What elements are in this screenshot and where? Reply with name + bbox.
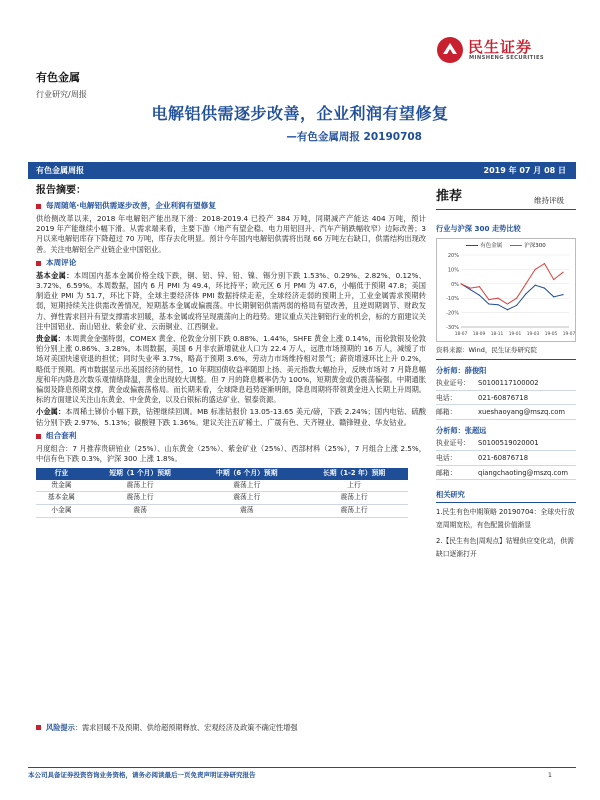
cert-label: 执业证号： — [436, 439, 470, 448]
report-date: 2019 年 07 月 08 日 — [483, 166, 566, 175]
analyst-heading — [436, 426, 576, 436]
cert-label: 执业证号： — [436, 379, 470, 388]
analyst-label: 分析师： — [436, 365, 465, 375]
table-cell: 小金属 — [36, 505, 87, 518]
page-title: 电解铝供需逐步改善，企业利润有望修复 — [151, 104, 449, 123]
data-point — [507, 303, 508, 304]
cert-value: S0100519020001 — [478, 439, 539, 448]
portfolio-heading — [36, 431, 426, 442]
base-metals-paragraph — [36, 271, 426, 332]
data-point — [553, 296, 554, 297]
tel-label: 电话： — [436, 393, 457, 402]
minor-metals-label: 小金属： — [36, 407, 66, 417]
page-number: 1 — [547, 771, 552, 779]
data-point — [488, 303, 489, 304]
tel-value: 021-60876718 — [478, 453, 529, 462]
data-point — [516, 297, 517, 298]
table-cell: 上行 — [300, 480, 408, 492]
chart-legend — [437, 243, 575, 251]
bullet-square-icon — [36, 204, 41, 209]
data-point — [562, 294, 563, 295]
data-point — [544, 287, 545, 288]
data-point — [479, 294, 480, 295]
data-point — [470, 287, 471, 288]
x-tick-label: 19-05 — [544, 331, 558, 337]
precious-metals-label: 贵金属： — [36, 333, 65, 343]
risk-text: 需求回暖不及预期、供给超预期释放、宏观经济及政策不确定性增强 — [81, 723, 298, 732]
related-research-item[interactable]: 2.【民生有色|周观点】钴锂供应变化动，供需缺口逐渐打开 — [436, 537, 574, 559]
summary-heading: 报告摘要： — [36, 185, 86, 196]
logo-cn-text: 民生证券 — [468, 38, 533, 56]
related-research-item[interactable]: 1.民生有色中期策略 20190704：全球央行放宽周期宽松，有色配置价值渐显 — [436, 508, 575, 530]
header-banner — [28, 162, 576, 179]
weekly-comment-title: 本周评论 — [46, 257, 77, 267]
table-header: 中期（6 个月）预期 — [193, 468, 300, 480]
table-cell: 震荡上行 — [193, 492, 300, 505]
related-research-heading: 相关研究 — [436, 490, 576, 503]
bullet-square-icon — [36, 725, 41, 730]
x-tick-label: 19-03 — [526, 331, 540, 337]
analyst-mail-row — [436, 469, 576, 481]
table-cell: 震荡上行 — [300, 505, 408, 518]
data-point — [535, 268, 536, 269]
data-point — [507, 309, 508, 310]
x-tick-label: 19-01 — [508, 331, 522, 337]
mail-label: 邮箱： — [436, 408, 457, 417]
legend-label: 沪深300 — [524, 242, 546, 249]
y-tick-label: 0% — [451, 281, 459, 288]
x-tick-label: 18-11 — [490, 331, 504, 337]
data-point — [544, 263, 545, 264]
data-point — [488, 299, 489, 300]
portfolio-text: 月度组合：7 月推荐贵研铂业（25%）、山东黄金（25%）、紫金矿业（25%）、西部材料（25%），7 月组合上涨 2.5%，中信有色下跌 0.3%，沪深 300 上涨 1.8%。 — [36, 443, 426, 463]
weekly-essay-title: 每周随笔·电解铝供需逐步改善，企业利润有望修复 — [46, 201, 216, 211]
table-cell: 震荡上行 — [300, 492, 408, 505]
base-metals-label: 基本金属： — [36, 270, 74, 280]
y-tick-label: 20% — [447, 252, 459, 259]
mail-link[interactable]: qiangchaoting@mszq.com — [478, 468, 569, 477]
table-cell: 震荡上行 — [87, 480, 194, 492]
analyst-cert-row — [436, 439, 576, 451]
tel-value: 021-60876718 — [478, 393, 529, 402]
analyst-tel-row — [436, 394, 576, 406]
mail-label: 邮箱： — [436, 468, 457, 477]
logo — [436, 36, 576, 64]
minor-metals-text: 本周稀土锑价小幅下跌，钴锂继续回调。MB 标准钴报价 13.05-13.65 美元/磅，下跌 2.24%；国内电钴、硫酸钴分别下跌 2.97%、5.13%；碳酸锂下跌 1.36%。建议关注五矿稀土、广晟有色、天齐锂业、赣锋锂业、华友钴业。 — [36, 407, 426, 427]
legend-item — [466, 243, 502, 251]
legend-line-icon — [466, 245, 478, 246]
rating-row — [436, 188, 576, 210]
legend-item — [510, 243, 546, 251]
data-point — [553, 279, 554, 280]
analyst-heading — [436, 366, 576, 376]
data-point — [479, 286, 480, 287]
table-cell: 基本金属 — [36, 492, 87, 505]
data-point — [497, 297, 498, 298]
bullet-square-icon — [36, 434, 41, 439]
legend-line-icon — [510, 245, 522, 246]
y-tick-label: 10% — [447, 267, 459, 274]
y-tick-label: -20% — [446, 310, 459, 317]
footer-disclaimer: 本公司具备证券投资咨询业务资格，请务必阅读最后一页免责声明证券研究报告 — [28, 767, 576, 780]
weekly-essay-text: 供给侧改革以来，2018 年电解铝产能出现下滑：2018-2019.4 已投产 384 万吨，同期减产产能达 404 万吨，预计 2019 年产能继续小幅下滑。从需求端来看，主要下游（地产有望企稳、电力用铝回升、汽车产销跌幅收窄）边际改善；3 月以来电解铝库存下降超过 70 万吨，库存去化明显。预计今年国内电解铝供需将出现 66 万吨左右缺口，供需结构出现改善。关注电解铝全产业链企业中国铝业。 — [36, 213, 426, 254]
table-row — [36, 480, 408, 492]
weekly-comment-heading — [36, 258, 426, 269]
table-cell: 震荡 — [87, 505, 194, 518]
data-point — [525, 293, 526, 294]
trend-chart — [436, 238, 576, 342]
data-point — [497, 304, 498, 305]
page-subtitle: —有色金属周报 20190708 — [286, 131, 422, 143]
analyst-name: 张超远 — [464, 426, 487, 436]
analyst-tel-row — [436, 454, 576, 466]
sidebar-column — [436, 188, 576, 561]
table-header-row — [36, 468, 408, 480]
tel-label: 电话： — [436, 453, 457, 462]
portfolio-title: 组合套利 — [46, 430, 77, 440]
y-tick-label: -10% — [446, 295, 459, 302]
analyst-name: 薛俊阳 — [464, 365, 487, 375]
industry-label: 有色金属 — [36, 71, 80, 84]
risk-label: 风险提示 — [46, 723, 75, 732]
cert-value: S0100117100002 — [478, 379, 539, 388]
mail-link[interactable]: xueshaoyang@mszq.com — [478, 408, 566, 417]
analyst-label: 分析师： — [436, 426, 465, 436]
analyst-cert-row — [436, 379, 576, 391]
table-cell: 震荡上行 — [87, 492, 194, 505]
data-point — [470, 289, 471, 290]
data-point — [460, 283, 461, 284]
analyst-mail-row — [436, 408, 576, 420]
report-type: 行业研究/周报 — [36, 90, 87, 99]
data-point — [516, 304, 517, 305]
outlook-table — [36, 468, 408, 518]
table-row — [36, 492, 408, 505]
rating-label: 推荐 — [436, 189, 463, 204]
rating-status: 维持评级 — [534, 195, 564, 205]
chart-title: 行业与沪深 300 走势比较 — [436, 224, 521, 234]
table-row — [36, 505, 408, 518]
summary-column — [36, 184, 426, 518]
y-tick-label: -30% — [446, 324, 459, 331]
minor-metals-paragraph — [36, 407, 426, 427]
chart-canvas — [437, 239, 575, 341]
table-header: 长期（1-2 年）预期 — [300, 468, 408, 480]
minsheng-logo-icon — [436, 36, 464, 64]
legend-label: 有色金属 — [480, 242, 503, 249]
x-tick-label: 18-09 — [472, 331, 486, 337]
risk-warning: 风险提示：需求回暖不及预期、供给超预期释放、宏观经济及政策不确定性增强 — [36, 723, 576, 733]
precious-metals-text: 本周黄金金强特弱，COMEX 黄金、伦敦金分别下跌 0.88%、1.44%，SHFE 黄金上涨 0.14%，而伦敦银及伦敦铂分别上涨 0.86%、3.28%。本周数据，美国 6 月非农新增就业人口为 22.4 万人，远胜市场预期的 16 万人，减缓了市场对美国快速衰退的担忧；同时失业率 3.7%，略高于预期 3.6%，劳动力市场维持相对景气；薪资增速环比上升 0.2%，略低于预期。两市数据显示出美国经济的韧性，10 年期国债收益率随即上扬、美元指数大幅抬升，反映市场对 7 月降息幅度和年内降息次数乐观情绪降温，黄金出现较大调整。但 7 月的降息概率仍为 100%，短期黄金或仍震荡偏强。中期通胀偏弱及降息预期支撑，黄金或偏震荡格局。而长期来看，全球降息趋势逐渐明朗，降息周期将带领黄金进入长期上升周期。标的方面建议关注山东黄金、中金黄金，以及白银标的盛达矿业、银泰资源。 — [36, 333, 426, 405]
table-cell: 震荡 — [193, 505, 300, 518]
data-point — [535, 284, 536, 285]
table-header: 短期（1 个月）预期 — [87, 468, 194, 480]
table-cell: 贵金属 — [36, 480, 87, 492]
bullet-square-icon — [36, 261, 41, 266]
logo-en-text: MINSHENG SECURITIES — [469, 55, 545, 61]
x-tick-label: 19-07 — [562, 331, 575, 337]
weekly-essay-heading — [36, 201, 426, 212]
precious-metals-paragraph — [36, 334, 426, 406]
data-point — [525, 283, 526, 284]
banner-label: 有色金属周报 — [36, 166, 84, 175]
data-point — [562, 271, 563, 272]
x-tick-label: 18-07 — [454, 331, 468, 337]
table-cell: 震荡上行 — [193, 480, 300, 492]
chart-source: 资料来源：Wind，民生证券研究院 — [436, 346, 576, 360]
base-metals-text: 本周国内基本金属价格全线下跌，铜、铝、锌、铅、镍、锡分别下跌 1.53%、0.29%、2.82%、0.12%、3.72%、6.59%。本周数据，国内 6 月 PMI 为 49.4，环比持平；欧元区 6 月 PMI 为 47.6，小幅低于预期 47.8；美国制造业 PMI 为 51.7，环比下降，全球主要经济体 PMI 数据持续走差，全球经济走弱的预期上升，工业金属需求预期转弱，短期持续关注供需改善情况，短期基本金属或偏震荡。中长期铜铝供需两弱的格局有望改善，且逆周期调节、财政发力、弹性需求回升有望支撑需求回暖，基本金属或将呈现震荡向上的趋势。建议重点关注铜铝行业的机会，标的方面建议关注中国铝业、南山铝业、紫金矿业、云南铜业、江西铜业。 — [36, 270, 426, 331]
table-header: 行业 — [36, 468, 87, 480]
